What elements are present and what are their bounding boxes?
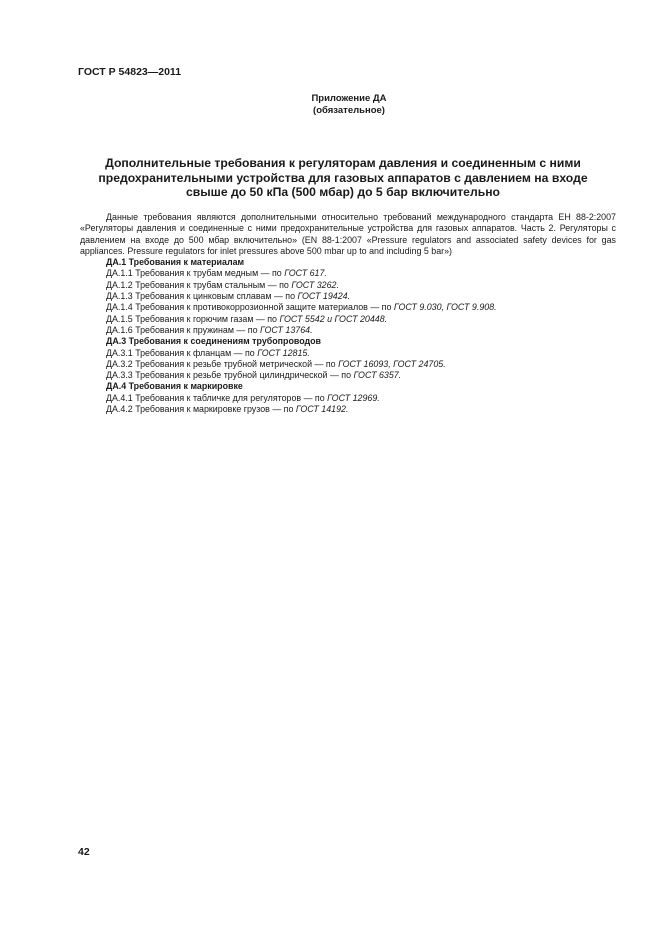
requirement-item <box>80 302 616 313</box>
requirement-item <box>80 348 616 359</box>
requirement-text: ДА.1.1 Требования к трубам медным — по <box>106 268 285 279</box>
standard-reference: ГОСТ 14192. <box>295 404 349 415</box>
requirement-text: ДА.1.2 Требования к трубам стальным — по <box>106 279 292 290</box>
standard-reference: ГОСТ 19424. <box>297 291 351 302</box>
requirement-item <box>80 291 616 302</box>
requirement-item <box>80 393 616 404</box>
standard-reference: ГОСТ 13764. <box>259 324 313 335</box>
requirements-list <box>80 257 616 415</box>
standard-reference: ГОСТ 6357. <box>353 370 402 381</box>
requirement-text: ДА.4.2 Требования к маркировке грузов — по <box>106 404 296 415</box>
requirement-text: ДА.3.1 Требования к фланцам — по <box>106 347 258 358</box>
requirement-item <box>80 325 616 336</box>
standard-reference: ГОСТ 9.030, ГОСТ 9.908. <box>393 302 497 313</box>
section-heading <box>80 381 616 392</box>
section-heading <box>80 257 616 268</box>
annex-title: Приложение ДА <box>311 93 387 104</box>
standard-reference: ГОСТ 16093, ГОСТ 24705. <box>338 358 446 369</box>
requirement-text: ДА.1.5 Требования к горючим газам — по <box>106 313 280 324</box>
requirement-item <box>80 359 616 370</box>
annex-main-title: Дополнительные требования к регуляторам давления и соединенным с ними предохранительными устройства для газовых аппаратов с давлением на входе свыше до 50 кПа (500 мбар) до 5 бар включительно <box>98 156 588 199</box>
requirement-item <box>80 370 616 381</box>
standard-reference: ГОСТ 5542 и ГОСТ 20448. <box>279 313 388 324</box>
requirement-item <box>80 268 616 279</box>
standard-reference: ГОСТ 3262. <box>291 279 339 290</box>
requirement-text: ДА.3.3 Требования к резьбе трубной цилиндрической — по <box>106 370 354 381</box>
standard-reference: ГОСТ 12815. <box>257 347 310 358</box>
requirement-text: ДА.1.3 Требования к цинковым сплавам — по <box>106 291 298 302</box>
requirement-text: ДА.4.1 Требования к табличке для регуляторов — по <box>106 392 328 403</box>
section-heading <box>80 336 616 347</box>
requirement-text: ДА.1.4 Требования к противокоррозионной защите материалов — по <box>106 302 394 313</box>
requirement-item <box>80 404 616 415</box>
page-number: 42 <box>78 846 90 858</box>
standard-reference: ГОСТ 12969. <box>327 392 380 403</box>
annex-note: (обязательное) <box>313 105 385 116</box>
requirement-text: ДА.1 Требования к материалам <box>106 257 245 268</box>
requirement-text: ДА.4 Требования к маркировке <box>106 381 243 392</box>
requirement-text: ДА.3 Требования к соединениям трубопроводов <box>106 336 322 347</box>
requirement-text: ДА.3.2 Требования к резьбе трубной метрической — по <box>106 358 339 369</box>
requirement-item <box>80 314 616 325</box>
requirement-item <box>80 280 616 291</box>
intro-paragraph: Данные требования являются дополнительными относительно требований международного стандарта ЕН 88-2:2007 «Регуляторы давления и соединенные с ними предохранительные устройства для газовых аппаратов. Часть 2. Регуляторы с давлением на входе до 500 мбар включительно» (EN 88-1:2007 «Pressure regulators and associated safety devices for gas appliances. Pressure regulators for inlet pressures above 500 mbar up to and including 5 bar») <box>80 212 616 256</box>
document-header: ГОСТ Р 54823—2011 <box>78 66 182 78</box>
annex-body <box>80 212 616 415</box>
standard-reference: ГОСТ 617. <box>284 268 327 279</box>
annex-heading <box>0 93 661 117</box>
requirement-text: ДА.1.6 Требования к пружинам — по <box>106 324 260 335</box>
